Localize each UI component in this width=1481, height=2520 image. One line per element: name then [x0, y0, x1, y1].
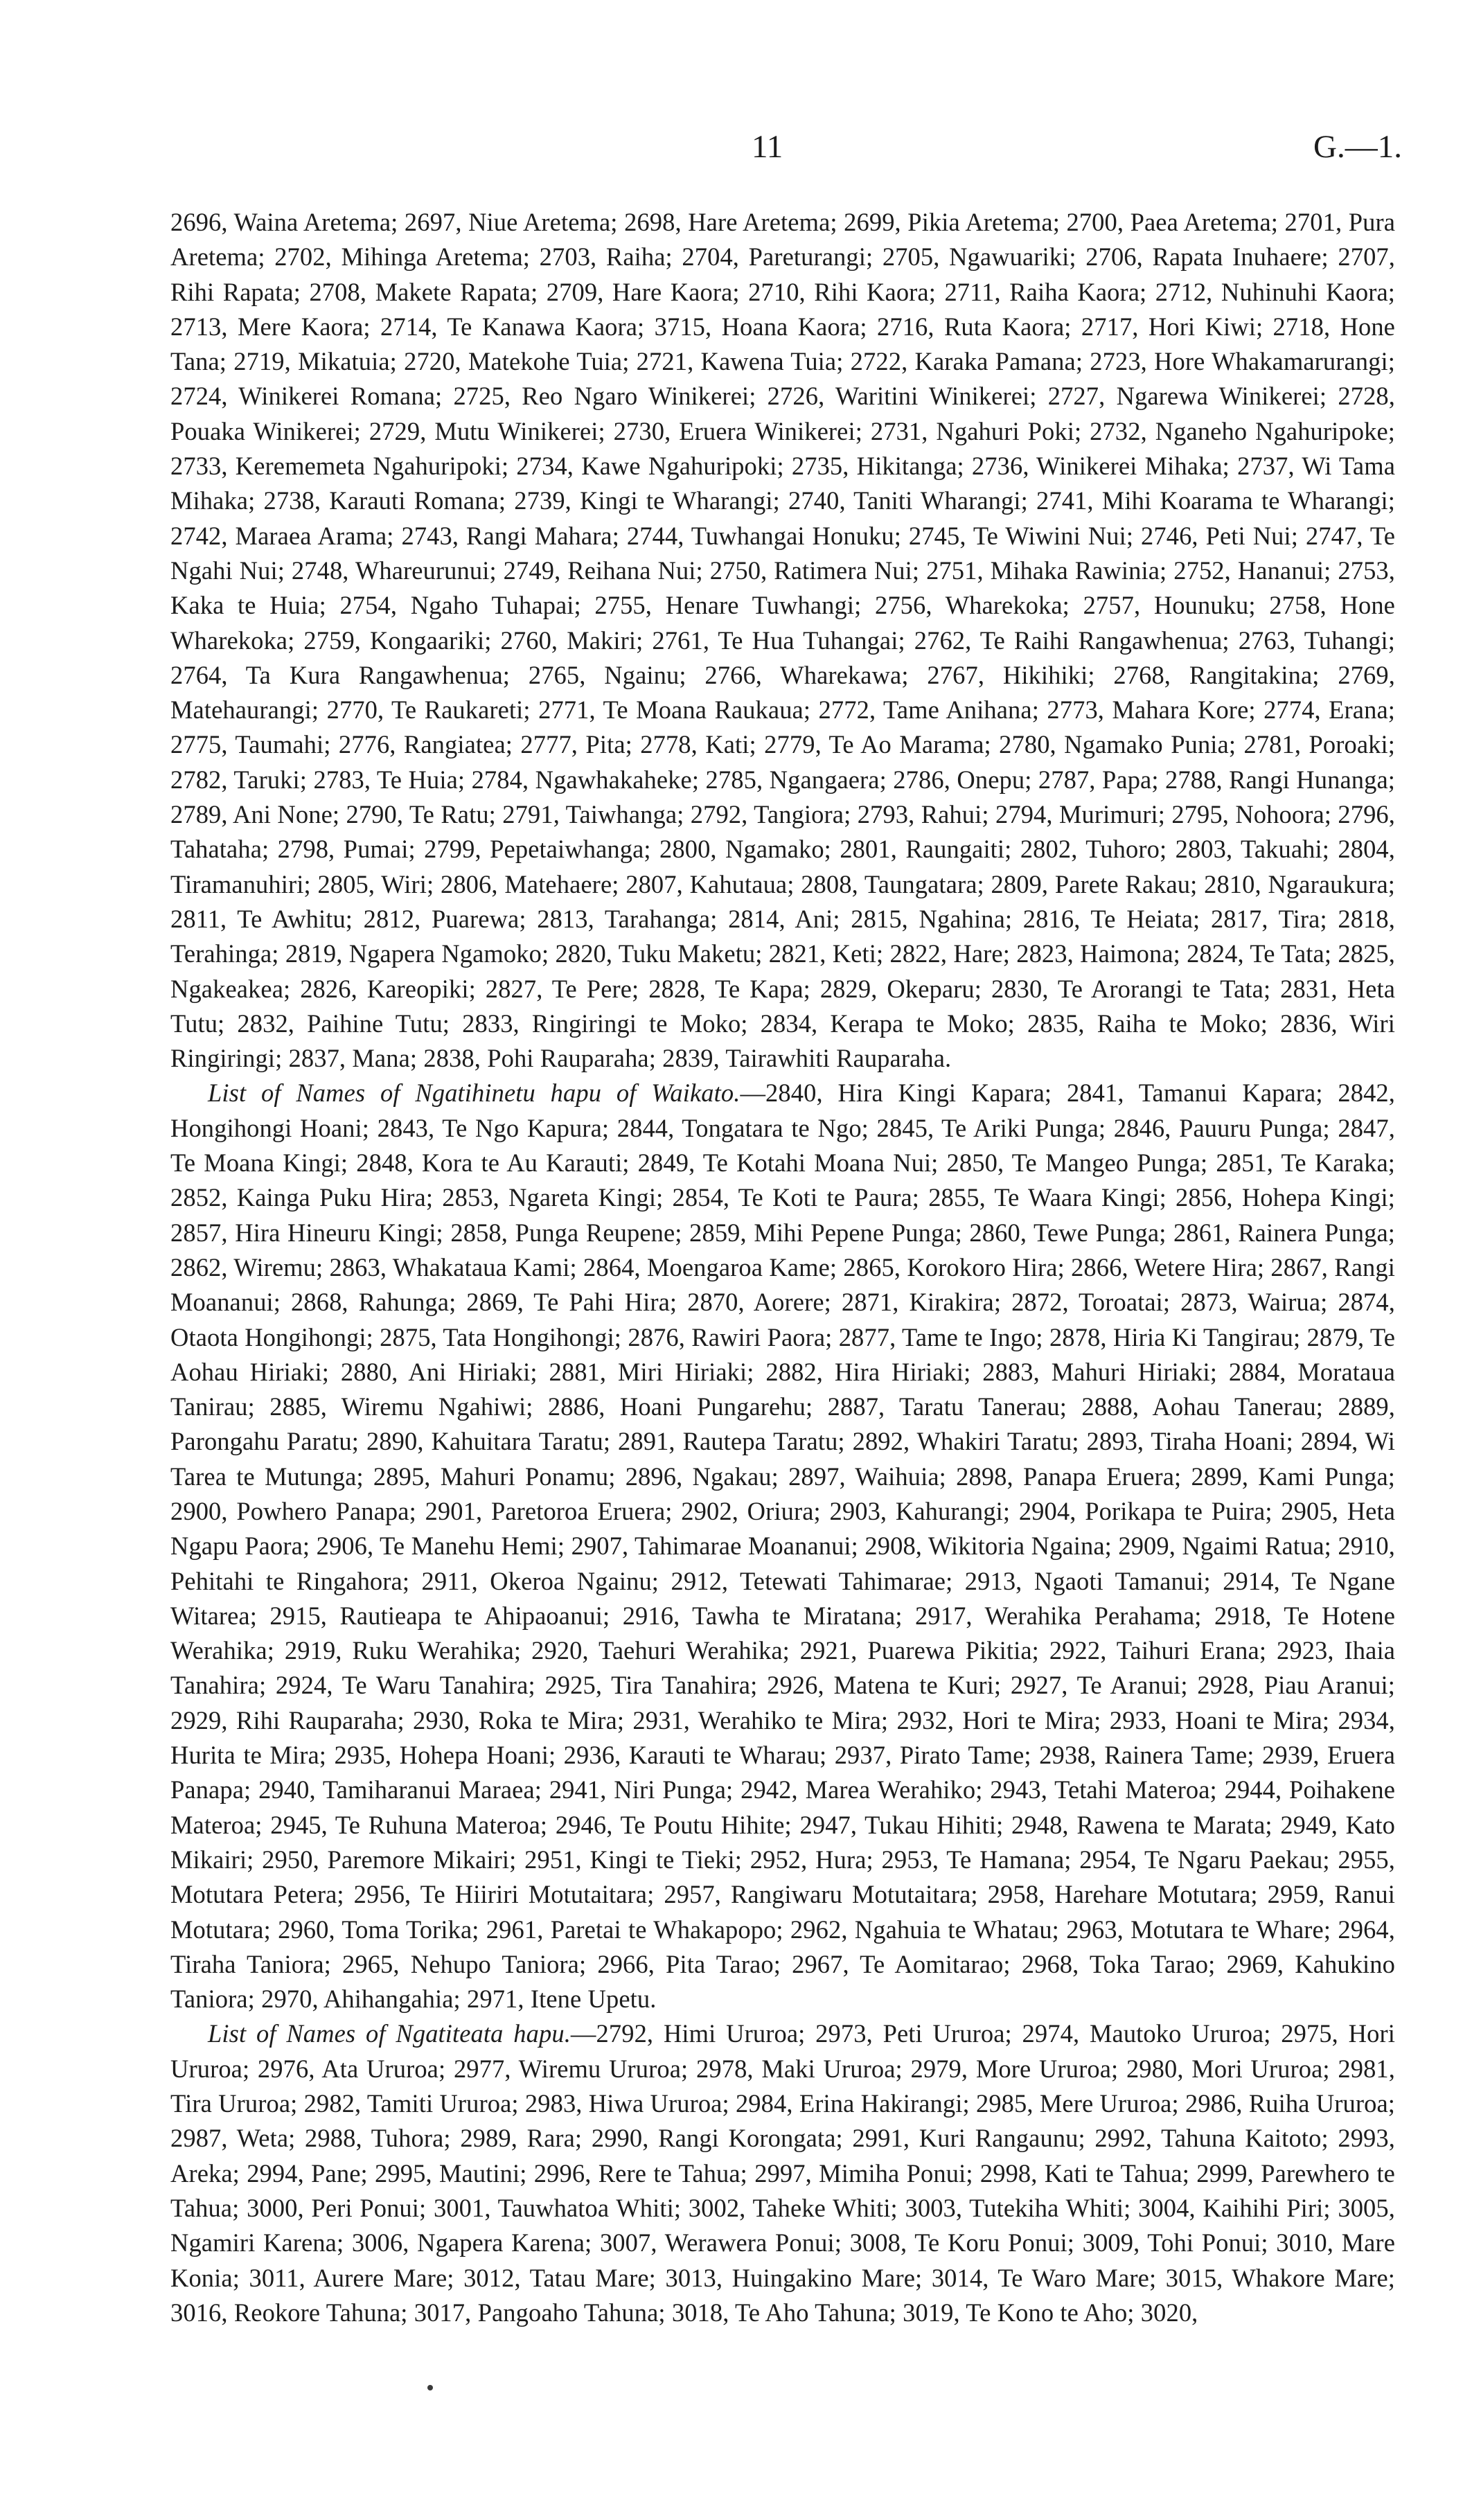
- page-number: 11: [752, 129, 783, 165]
- body-text: [170, 205, 1395, 2330]
- stray-ink-mark: [427, 2385, 433, 2390]
- names-list-paragraph: [170, 205, 1395, 1076]
- ngatihinetu-heading: List of Names of Ngatihinetu hapu of Waikato.: [208, 1079, 740, 1108]
- ngatiteata-section: [170, 2016, 1395, 2330]
- names-list-text: 2696, Waina Aretema; 2697, Niue Aretema; 2698, Hare Aretema; 2699, Pikia Aretema; 2700, Paea Aretema; 2701, Pura Aretema; 2702, Mihinga Aretema; 2703, Raiha; 2704, Pareturangi; 2705, Ngawuariki; 2706, Rapata Inuhaere; 2707, Rihi Rapata; 2708, Makete Rapata; 2709, Hare Kaora; 2710, Rihi Kaora; 2711, Raiha Kaora; 2712, Nuhinuhi Kaora; 2713, Mere Kaora; 2714, Te Kanawa Kaora; 3715, Hoana Kaora; 2716, Ruta Kaora; 2717, Hori Kiwi; 2718, Hone Tana; 2719, Mikatuia; 2720, Matekohe Tuia; 2721, Kawena Tuia; 2722, Karaka Pamana; 2723, Hore Whakamarurangi; 2724, Winikerei Romana; 2725, Reo Ngaro Winikerei; 2726, Waritini Winikerei; 2727, Ngarewa Winikerei; 2728, Pouaka Winikerei; 2729, Mutu Winikerei; 2730, Eruera Winikerei; 2731, Ngahuri Poki; 2732, Nganeho Ngahuripoke; 2733, Kerememeta Ngahuripoki; 2734, Kawe Ngahuripoki; 2735, Hikitanga; 2736, Winikerei Mihaka; 2737, Wi Tama Mihaka; 2738, Karauti Romana; 2739, Kingi te Wharangi; 2740, Taniti Wharangi; 2741, Mihi Koarama te Wharangi; 2742, Maraea Arama; 2743, Rangi Mahara; 2744, Tuwhangai Honuku; 2745, Te Wiwini Nui; 2746, Peti Nui; 2747, Te Ngahi Nui; 2748, Whareurunui; 2749, Reihana Nui; 2750, Ratimera Nui; 2751, Mihaka Rawinia; 2752, Hananui; 2753, Kaka te Huia; 2754, Ngaho Tuhapai; 2755, Henare Tuwhangi; 2756, Wharekoka; 2757, Hounuku; 2758, Hone Wharekoka; 2759, Kongaariki; 2760, Makiri; 2761, Te Hua Tuhangai; 2762, Te Raihi Rangawhenua; 2763, Tuhangi; 2764, Ta Kura Rangawhenua; 2765, Ngainu; 2766, Wharekawa; 2767, Hikihiki; 2768, Rangitakina; 2769, Matehaurangi; 2770, Te Raukareti; 2771, Te Moana Raukaua; 2772, Tame Anihana; 2773, Mahara Kore; 2774, Erana; 2775, Taumahi; 2776, Rangiatea; 2777, Pita; 2778, Kati; 2779, Te Ao Marama; 2780, Ngamako Punia; 2781, Poroaki; 2782, Taruki; 2783, Te Huia; 2784, Ngawhakaheke; 2785, Ngangaera; 2786, Onepu; 2787, Papa; 2788, Rangi Hunanga; 2789, Ani None; 2790, Te Ratu; 2791, Taiwhanga; 2792, Tangiora; 2793, Rahui; 2794, Murimuri; 2795, Nohoora; 2796, Tahataha; 2798, Pumai; 2799, Pepetaiwhanga; 2800, Ngamako; 2801, Raungaiti; 2802, Tuhoro; 2803, Takuahi; 2804, Tiramanuhiri; 2805, Wiri; 2806, Matehaere; 2807, Kahutaua; 2808, Taungatara; 2809, Parete Rakau; 2810, Ngaraukura; 2811, Te Awhitu; 2812, Puarewa; 2813, Tarahanga; 2814, Ani; 2815, Ngahina; 2816, Te Heiata; 2817, Tira; 2818, Terahinga; 2819, Ngapera Ngamoko; 2820, Tuku Maketu; 2821, Keti; 2822, Hare; 2823, Haimona; 2824, Te Tata; 2825, Ngakeakea; 2826, Kareopiki; 2827, Te Pere; 2828, Te Kapa; 2829, Okeparu; 2830, Te Arorangi te Tata; 2831, Heta Tutu; 2832, Paihine Tutu; 2833, Ringiringi te Moko; 2834, Kerapa te Moko; 2835, Raiha te Moko; 2836, Wiri Ringiringi; 2837, Mana; 2838, Pohi Rauparaha; 2839, Tairawhiti Rauparaha.: [170, 208, 1395, 1073]
- ngatiteata-heading: List of Names of Ngatiteata hapu.: [208, 2019, 571, 2048]
- ngatihinetu-names-text: —2840, Hira Kingi Kapara; 2841, Tamanui Kapara; 2842, Hongihongi Hoani; 2843, Te Ngo Kapura; 2844, Tongatara te Ngo; 2845, Te Ariki Punga; 2846, Pauuru Punga; 2847, Te Moana Kingi; 2848, Kora te Au Karauti; 2849, Te Kotahi Moana Nui; 2850, Te Mangeo Punga; 2851, Te Karaka; 2852, Kainga Puku Hira; 2853, Ngareta Kingi; 2854, Te Koti te Paura; 2855, Te Waara Kingi; 2856, Hohepa Kingi; 2857, Hira Hineuru Kingi; 2858, Punga Reupene; 2859, Mihi Pepene Punga; 2860, Tewe Punga; 2861, Rainera Punga; 2862, Wiremu; 2863, Whakataua Kami; 2864, Moengaroa Kame; 2865, Korokoro Hira; 2866, Wetere Hira; 2867, Rangi Moananui; 2868, Rahunga; 2869, Te Pahi Hira; 2870, Aorere; 2871, Kirakira; 2872, Toroatai; 2873, Wairua; 2874, Otaota Hongihongi; 2875, Tata Hongihongi; 2876, Rawiri Paora; 2877, Tame te Ingo; 2878, Hiria Ki Tangirau; 2879, Te Aohau Hiriaki; 2880, Ani Hiriaki; 2881, Miri Hiriaki; 2882, Hira Hiriaki; 2883, Mahuri Hiriaki; 2884, Morataua Tanirau; 2885, Wiremu Ngahiwi; 2886, Hoani Pungarehu; 2887, Taratu Tanerau; 2888, Aohau Tanerau; 2889, Parongahu Paratu; 2890, Kahuitara Taratu; 2891, Rautepa Taratu; 2892, Whakiri Taratu; 2893, Tiraha Hoani; 2894, Wi Tarea te Mutunga; 2895, Mahuri Ponamu; 2896, Ngakau; 2897, Waihuia; 2898, Panapa Eruera; 2899, Kami Punga; 2900, Powhero Panapa; 2901, Paretoroa Eruera; 2902, Oriura; 2903, Kahurangi; 2904, Porikapa te Puira; 2905, Heta Ngapu Paora; 2906, Te Manehu Hemi; 2907, Tahimarae Moananui; 2908, Wikitoria Ngaina; 2909, Ngaimi Ratua; 2910, Pehitahi te Ringahora; 2911, Okeroa Ngainu; 2912, Tetewati Tahimarae; 2913, Ngaoti Tamanui; 2914, Te Ngane Witarea; 2915, Rautieapa te Ahipaoanui; 2916, Tawha te Miratana; 2917, Werahika Perahama; 2918, Te Hotene Werahika; 2919, Ruku Werahika; 2920, Taehuri Werahika; 2921, Puarewa Pikitia; 2922, Taihuri Erana; 2923, Ihaia Tanahira; 2924, Te Waru Tanahira; 2925, Tira Tanahira; 2926, Matena te Kuri; 2927, Te Aranui; 2928, Piau Aranui; 2929, Rihi Rauparaha; 2930, Roka te Mira; 2931, Werahiko te Mira; 2932, Hori te Mira; 2933, Hoani te Mira; 2934, Hurita te Mira; 2935, Hohepa Hoani; 2936, Karauti te Wharau; 2937, Pirato Tame; 2938, Rainera Tame; 2939, Eruera Panapa; 2940, Tamiharanui Maraea; 2941, Niri Punga; 2942, Marea Werahiko; 2943, Tetahi Materoa; 2944, Poihakene Materoa; 2945, Te Ruhuna Materoa; 2946, Te Poutu Hihite; 2947, Tukau Hihiti; 2948, Rawena te Marata; 2949, Kato Mikairi; 2950, Paremore Mikairi; 2951, Kingi te Tieki; 2952, Hura; 2953, Te Hamana; 2954, Te Ngaru Paekau; 2955, Motutara Petera; 2956, Te Hiiriri Motutaitara; 2957, Rangiwaru Motutaitara; 2958, Harehare Motutara; 2959, Ranui Motutara; 2960, Toma Torika; 2961, Paretai te Whakapopo; 2962, Ngahuia te Whatau; 2963, Motutara te Whare; 2964, Tiraha Taniora; 2965, Nehupo Taniora; 2966, Pita Tarao; 2967, Te Aomitarao; 2968, Toka Tarao; 2969, Kahukino Taniora; 2970, Ahihangahia; 2971, Itene Upetu.: [170, 1079, 1396, 2014]
- document-reference: G.—1.: [1313, 129, 1402, 165]
- ngatihinetu-section: [170, 1076, 1395, 2016]
- ngatiteata-names-text: —2792, Himi Ururoa; 2973, Peti Ururoa; 2974, Mautoko Ururoa; 2975, Hori Ururoa; 2976, Ata Ururoa; 2977, Wiremu Ururoa; 2978, Maki Ururoa; 2979, More Ururoa; 2980, Mori Ururoa; 2981, Tira Ururoa; 2982, Tamiti Ururoa; 2983, Hiwa Ururoa; 2984, Erina Hakirangi; 2985, Mere Ururoa; 2986, Ruiha Ururoa; 2987, Weta; 2988, Tuhora; 2989, Rara; 2990, Rangi Korongata; 2991, Kuri Rangaunu; 2992, Tahuna Kaitoto; 2993, Areka; 2994, Pane; 2995, Mautini; 2996, Rere te Tahua; 2997, Mimiha Ponui; 2998, Kati te Tahua; 2999, Parewhero te Tahua; 3000, Peri Ponui; 3001, Tauwhatoa Whiti; 3002, Taheke Whiti; 3003, Tutekiha Whiti; 3004, Kaihihi Piri; 3005, Ngamiri Karena; 3006, Ngapera Karena; 3007, Werawera Ponui; 3008, Te Koru Ponui; 3009, Tohi Ponui; 3010, Mare Konia; 3011, Aurere Mare; 3012, Tatau Mare; 3013, Huingakino Mare; 3014, Te Waro Mare; 3015, Whakore Mare; 3016, Reokore Tahuna; 3017, Pangoaho Tahuna; 3018, Te Aho Tahuna; 3019, Te Kono te Aho; 3020,: [170, 2019, 1395, 2327]
